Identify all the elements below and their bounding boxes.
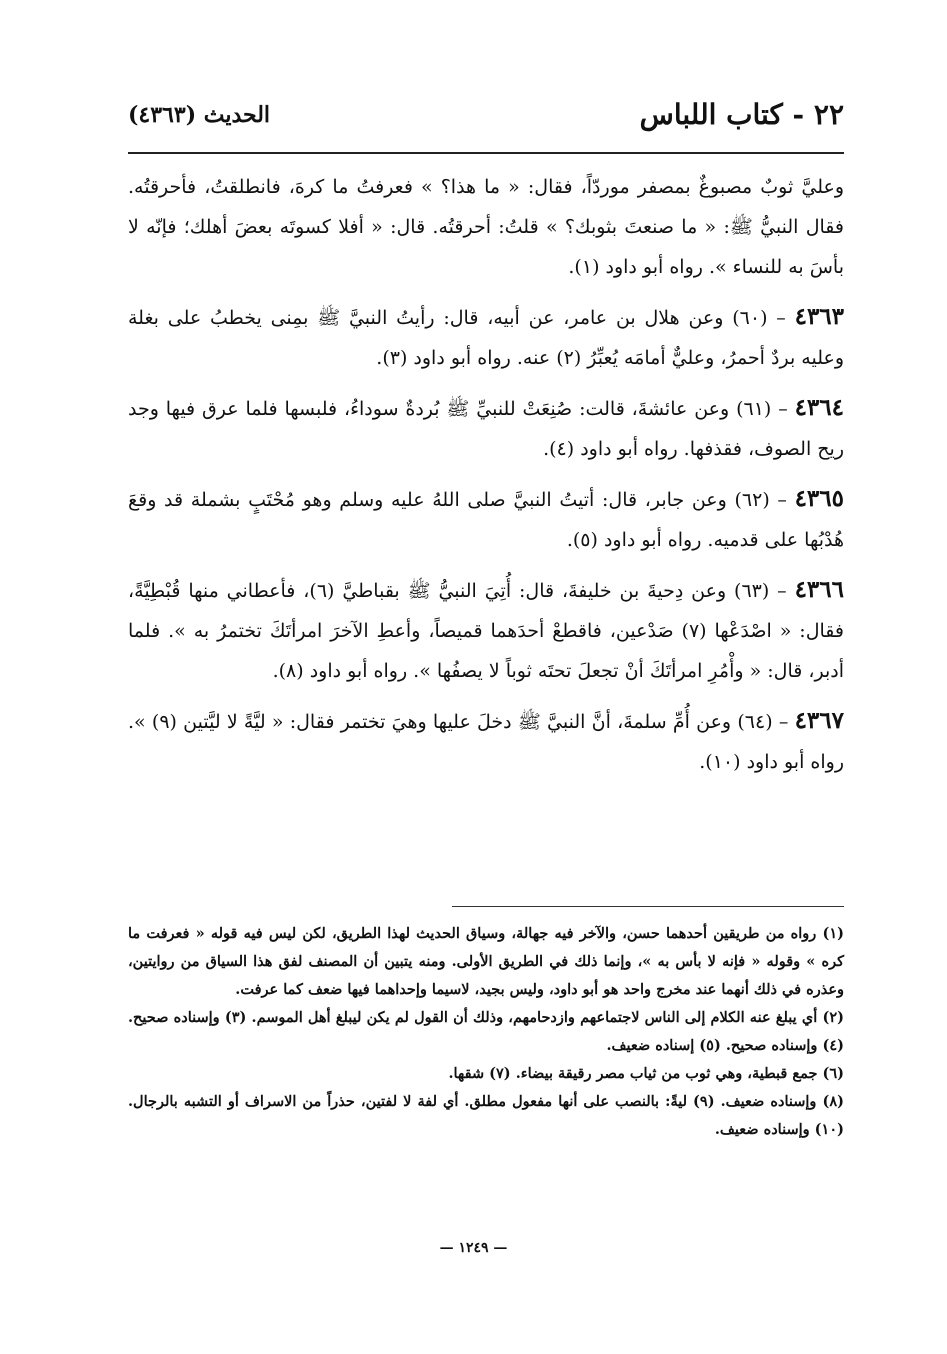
hadith-paragraph: [128, 570, 844, 691]
hadith-text: – (٦٤) وعن أُمِّ سلمةَ، أنَّ النبيَّ ﷺ دخلَ عليها وهيَ تختمر فقال: « ليَّةً لا ليَّتين (٩) ». رواه أبو داود (١٠).: [128, 711, 844, 773]
footnotes: [128, 920, 844, 1144]
page-body: [128, 166, 844, 792]
hadith-paragraph: [128, 166, 844, 287]
hadith-paragraph: [128, 701, 844, 782]
footnote: (٢) أي يبلغ عنه الكلام إلى الناس لاجتماعهم وازدحامهم، وذلك أن القول لم يكن ليبلغ أهل الموسم. (٣) وإسناده صحيح. (٤) وإسناده صحيح. (٥) إسناده ضعيف.: [128, 1009, 844, 1054]
hadith-text: – (٦١) وعن عائشةَ، قالت: صُنِعَتْ للنبيِّ ﷺ بُردةٌ سوداءُ، فلبسها فلما عرق فيها وجد ريح الصوف، فقذفها. رواه أبو داود (٤).: [128, 398, 844, 460]
hadith-text: وعليَّ ثوبٌ مصبوغٌ بمصفر موردّاً، فقال: « ما هذا؟ » فعرفتُ ما كرهَ، فانطلقتُ، فأحرقتُه. فقال النبيُّ ﷺ: « ما صنعتَ بثوبك؟ » قلتُ: أحرقتُه. قال: « أفلا كسوتَه بعضَ أهلك؛ فإنّه لا بأسَ به للنساء ». رواه أبو داود (١).: [128, 176, 844, 278]
page-number: — ١٢٤٩ —: [439, 1240, 508, 1256]
hadith-text: – (٦٠) وعن هلال بن عامر، عن أبيه، قال: رأيتُ النبيَّ ﷺ بمِنى يخطبُ على بغلة وعليه بردٌ أحمرُ، وعليٌّ أمامَه يُعبِّرُ (٢) عنه. رواه أبو داود (٣).: [128, 307, 844, 369]
footnote: (٨) وإسناده ضعيف. (٩) ليةً: بالنصب على أنها مفعول مطلق. أي لفة لا لفتين، حذراً من الاسراف أو التشبه بالرجال. (١٠) وإسناده ضعيف.: [128, 1093, 844, 1138]
hadith-text: – (٦٢) وعن جابر، قال: أتيتُ النبيَّ صلى اللهُ عليه وسلم وهو مُحْتَبٍ بشملة قد وقعَ هُدْبُها على قدميه. رواه أبو داود (٥).: [128, 489, 844, 551]
page-header: [128, 96, 844, 146]
hadith-number: ٤٣٦٣: [794, 303, 845, 330]
header-divider: [128, 152, 844, 154]
footnote-divider: [452, 906, 844, 907]
footnote: (٦) جمع قبطية، وهي ثوب من ثياب مصر رقيقة بيضاء. (٧) شقها.: [448, 1065, 844, 1082]
hadith-paragraph: [128, 479, 844, 560]
hadith-paragraph: [128, 297, 844, 378]
hadith-number: ٤٣٦٧: [794, 707, 844, 734]
hadith-number: ٤٣٦٦: [794, 576, 844, 603]
hadith-text: – (٦٣) وعن دِحيةَ بن خليفةَ، قال: أُتِيَ النبيُّ ﷺ بقباطيَّ (٦)، فأعطاني منها قُبْطِيَّةً، فقال: « اصْدَعْها (٧) صَدْعين، فاقطعْ أحدَهما قميصاً، وأعطِ الآخرَ امرأتَكَ تختمرُ به ». فلما أدبر، قال: « وأْمُرِ امرأتَكَ أنْ تجعلَ تحتَه ثوباً لا يصفُها ». رواه أبو داود (٨).: [128, 580, 844, 682]
hadith-paragraph: [128, 388, 844, 469]
hadith-number: ٤٣٦٥: [794, 485, 844, 512]
footnote: (١) رواه من طريقين أحدهما حسن، والآخر فيه جهالة، وسياق الحديث لهذا الطريق، لكن ليس فيه قوله « فعرفت ما كره » وقوله « فإنه لا بأس به »، وإنما ذلك في الطريق الأولى. ومنه يتبين أن المصنف لفق هذا السياق من روايتين، وعذره في ذلك أنهما عند مخرج واحد هو أبو داود، وليس بجيد، لاسيما وإحداهما فيها ضعف كما عرفت.: [128, 925, 844, 998]
hadith-range-label: الحديث (٤٣٦٣): [128, 102, 271, 128]
hadith-number: ٤٣٦٤: [794, 394, 844, 421]
chapter-title: ٢٢ - كتاب اللباس: [639, 98, 844, 131]
